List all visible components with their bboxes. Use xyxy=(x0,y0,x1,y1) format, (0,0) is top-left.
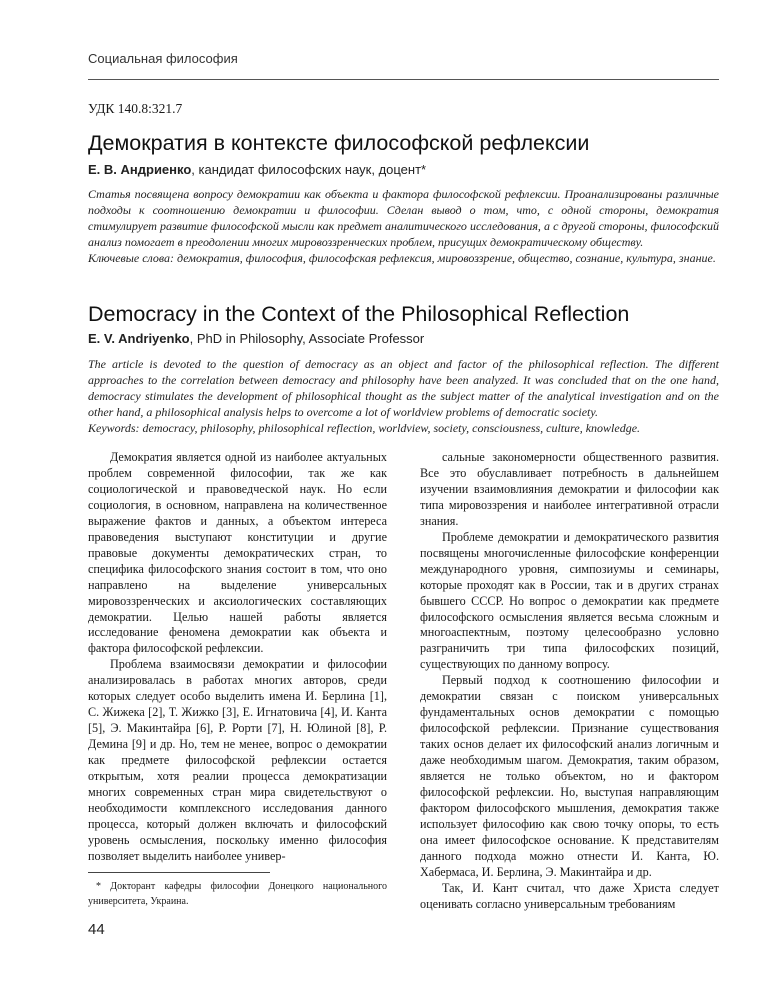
abstract-en xyxy=(88,356,719,436)
body-paragraph: сальные закономерности общественного развития. Все это обуславливает потребность в дальнейшем изучении взаимовлияния демократии и философии как типа мировоззрения и наиболее интегративной отрасли знания. xyxy=(420,450,719,528)
abstract-text-en: The article is devoted to the question of democracy as an object and factor of the philosophical reflection. The different approaches to the correlation between democracy and philosophy have been analyzed. It was concluded that on the one hand, democracy stimulates the development of philosophical thought as the subject matter of the analytical investigation and on the other hand, a philosophical analysis helps to overcome a lot of worldview problems of democratic society. xyxy=(88,357,719,419)
footnote xyxy=(88,879,387,909)
author-name-ru: Е. В. Андриенко xyxy=(88,162,192,177)
author-credentials-ru: , кандидат философских наук, доцент* xyxy=(191,162,427,177)
keywords-ru: Ключевые слова: демократия, философия, философская рефлексия, мировоззрение, общество, сознание, культура, знание. xyxy=(88,251,716,265)
body-paragraph: Демократия является одной из наиболее актуальных проблем современной философии, так же как социологической и правоведческой наук. Но если социология, в основном, направлена на количественное выражение фактов и данных, а объектом интереса правоведения выступают конституции и другие правовые документы демократических стран, то специфика философского знания состоит в том, что оно направлено на выделение универсальных мировоззренческих и аксиологических составляющих демократии. Целью нашей работы является исследование феномена демократии как объекта и фактора философской рефлексии. xyxy=(88,450,387,656)
body-paragraph: Проблеме демократии и демократического развития посвящены многочисленные философские конференции международного уровня, симпозиумы и семинары, которые проходят как в России, так и в других странах бывшего СССР. Но вопрос о демократии как предмете философского осмысления является весьма сложным и многоаспектным, поэтому целесообразно условно разграничить три типа философских позиций, существующих по данному вопросу. xyxy=(420,529,719,672)
body-paragraph: Так, И. Кант считал, что даже Христа следует оценивать согласно универсальным требованиям xyxy=(420,880,719,911)
body-paragraph: Проблема взаимосвязи демократии и философии анализировалась в работах многих авторов, среди которых следует особо выделить имена И. Берлина [1], С. Жижека [2], Т. Жижко [3], Е. Игнатовича [4], И. Канта [5], Э. Макинтайра [6], Р. Рорти [7], Н. Юлиной [8], Р. Демина [9] и др. Но, тем не менее, вопрос о демократии как предмете философской рефлексии остается открытым, хотя реалии процесса демократизации многих современных стран мира свидетельствуют о необходимости комплексного исследования данного процесса, который должен включать и философский уровень осмысления, поскольку именно философия позволяет выделить наиболее универ- xyxy=(88,657,387,863)
abstract-ru xyxy=(88,186,719,266)
footnote-text: * Докторант кафедры философии Донецкого национального университета, Украина. xyxy=(88,881,387,907)
keywords-en: Keywords: democracy, philosophy, philosophical reflection, worldview, society, consciousness, culture, knowledge. xyxy=(88,421,641,435)
abstract-text-ru: Статья посвящена вопросу демократии как объекта и фактора философской рефлексии. Проанализированы различные подходы к соотношению демократии и философии. Сделан вывод о том, что, с одной стороны, демократия стимулирует развитие философской мысли как предмет аналитического исследования, а с другой стороны, философский анализ помогает в преодолении многих мировоззренческих проблем, присущих демократическому обществу. xyxy=(88,187,719,249)
header-divider xyxy=(88,79,719,80)
body-column-left xyxy=(88,450,387,865)
article-title-en: Democracy in the Context of the Philosophical Reflection xyxy=(88,302,630,326)
author-line-ru xyxy=(88,162,426,177)
author-line-en xyxy=(88,331,424,346)
article-title-ru: Демократия в контексте философской рефлексии xyxy=(88,131,590,155)
running-head-section: Социальная философия xyxy=(88,51,238,66)
footnote-divider xyxy=(88,872,270,873)
author-credentials-en: , PhD in Philosophy, Associate Professor xyxy=(189,331,425,346)
body-column-right xyxy=(420,450,719,913)
body-paragraph: Первый подход к соотношению философии и демократии связан с поиском универсальных фундаментальных основ демократии с помощью философской рефлексии. Признание существования таких основ делает их философский анализ логичным и даже необходимым шагом. Демократия, таким образом, является не только объектом, но и фактором философской рефлексии. Но, выступая направляющим фактором философского мышления, демократия также использует философию как свою точку опоры, то есть она имеет философское основание. К представителям данного подхода можно отнести И. Канта, Ю. Хабермаса, И. Берлина, Э. Макинтайра и др. xyxy=(420,673,719,879)
author-name-en: E. V. Andriyenko xyxy=(88,331,190,346)
udk-code: УДК 140.8:321.7 xyxy=(88,101,183,116)
page-number: 44 xyxy=(88,921,105,938)
